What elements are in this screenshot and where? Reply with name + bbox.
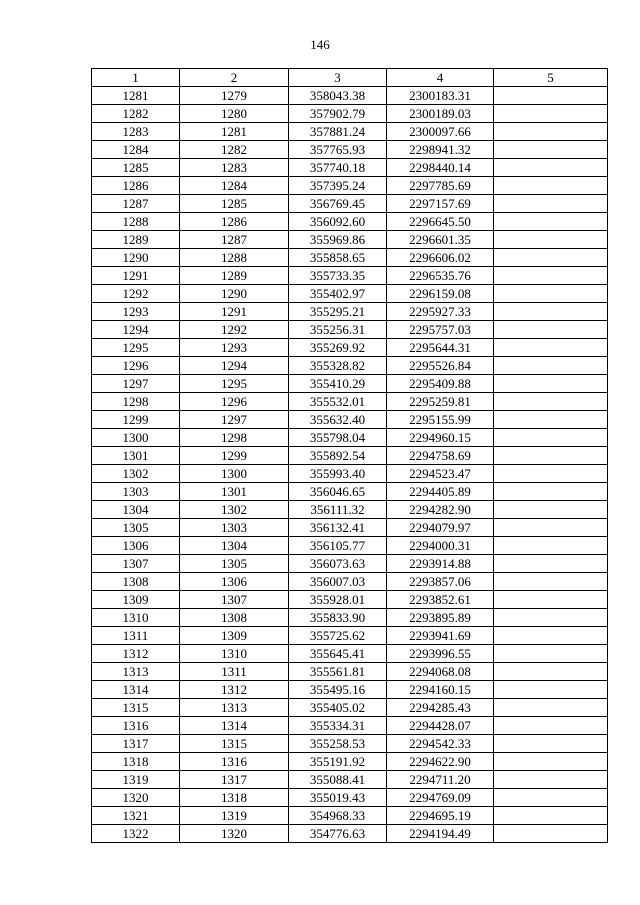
table-cell: 355561.81 (289, 663, 387, 681)
table-cell: 1302 (92, 465, 180, 483)
table-cell: 357395.24 (289, 177, 387, 195)
table-cell: 1310 (92, 609, 180, 627)
table-cell: 357765.93 (289, 141, 387, 159)
column-header: 1 (92, 69, 180, 87)
table-row (92, 519, 608, 537)
table-cell (494, 159, 608, 177)
table-cell: 1305 (92, 519, 180, 537)
table-cell: 2295644.31 (387, 339, 494, 357)
table-cell: 355191.92 (289, 753, 387, 771)
table-cell: 1311 (180, 663, 289, 681)
table-cell: 355269.92 (289, 339, 387, 357)
table-row (92, 735, 608, 753)
table-cell: 2294000.31 (387, 537, 494, 555)
table-cell: 1316 (92, 717, 180, 735)
table-cell (494, 645, 608, 663)
table-cell (494, 357, 608, 375)
table-cell: 1313 (180, 699, 289, 717)
table-cell: 356105.77 (289, 537, 387, 555)
table-cell: 2295259.81 (387, 393, 494, 411)
table-cell: 355402.97 (289, 285, 387, 303)
table-cell: 356046.65 (289, 483, 387, 501)
table-cell: 1301 (92, 447, 180, 465)
table-cell: 2294285.43 (387, 699, 494, 717)
table-cell (494, 465, 608, 483)
table-cell (494, 249, 608, 267)
table-cell: 1298 (92, 393, 180, 411)
table-cell: 1309 (180, 627, 289, 645)
table-row (92, 177, 608, 195)
table-row (92, 105, 608, 123)
table-cell: 2294542.33 (387, 735, 494, 753)
table-cell (494, 267, 608, 285)
coordinates-table (91, 68, 608, 843)
table-cell (494, 753, 608, 771)
table-cell: 1286 (180, 213, 289, 231)
table-cell (494, 483, 608, 501)
table-row (92, 771, 608, 789)
table-cell: 2294758.69 (387, 447, 494, 465)
table-cell (494, 573, 608, 591)
table-cell (494, 771, 608, 789)
table-cell: 356073.63 (289, 555, 387, 573)
table-cell: 356769.45 (289, 195, 387, 213)
table-row (92, 321, 608, 339)
table-row (92, 501, 608, 519)
table-cell: 1304 (180, 537, 289, 555)
table-cell: 1317 (180, 771, 289, 789)
table-cell: 355258.53 (289, 735, 387, 753)
table-header-row (92, 69, 608, 87)
table-cell: 1287 (92, 195, 180, 213)
table-cell: 2295757.03 (387, 321, 494, 339)
table-cell (494, 105, 608, 123)
table-cell: 355969.86 (289, 231, 387, 249)
table-cell: 357881.24 (289, 123, 387, 141)
table-cell: 2296606.02 (387, 249, 494, 267)
table-cell: 1282 (180, 141, 289, 159)
table-cell: 355833.90 (289, 609, 387, 627)
column-header: 5 (494, 69, 608, 87)
table-cell: 355295.21 (289, 303, 387, 321)
table-cell: 1305 (180, 555, 289, 573)
table-cell: 1280 (180, 105, 289, 123)
table-cell: 355334.31 (289, 717, 387, 735)
table-cell: 1288 (180, 249, 289, 267)
table-body (92, 87, 608, 843)
table-cell: 2296601.35 (387, 231, 494, 249)
table-cell: 1319 (92, 771, 180, 789)
table-row (92, 807, 608, 825)
table-cell: 2296535.76 (387, 267, 494, 285)
table-cell: 355532.01 (289, 393, 387, 411)
table-row (92, 213, 608, 231)
table-cell: 2300189.03 (387, 105, 494, 123)
table-cell: 1298 (180, 429, 289, 447)
table-cell (494, 123, 608, 141)
table-cell: 2294282.90 (387, 501, 494, 519)
table-cell: 1281 (180, 123, 289, 141)
table-cell: 2298440.14 (387, 159, 494, 177)
table-cell (494, 177, 608, 195)
table-cell: 2300183.31 (387, 87, 494, 105)
table-cell: 1288 (92, 213, 180, 231)
table-cell: 358043.38 (289, 87, 387, 105)
table-cell: 1285 (92, 159, 180, 177)
table-cell: 2294695.19 (387, 807, 494, 825)
table-cell (494, 681, 608, 699)
table-cell: 1294 (180, 357, 289, 375)
table-cell (494, 321, 608, 339)
table-cell: 2294068.08 (387, 663, 494, 681)
table-cell: 1322 (92, 825, 180, 843)
table-row (92, 447, 608, 465)
column-header: 2 (180, 69, 289, 87)
table-cell: 1307 (180, 591, 289, 609)
table-cell: 2294194.49 (387, 825, 494, 843)
table-cell (494, 609, 608, 627)
table-cell (494, 231, 608, 249)
table-cell: 1301 (180, 483, 289, 501)
table-cell: 2294711.20 (387, 771, 494, 789)
table-cell: 355088.41 (289, 771, 387, 789)
table-cell (494, 591, 608, 609)
table-cell: 1300 (92, 429, 180, 447)
table-cell: 1296 (180, 393, 289, 411)
table-row (92, 663, 608, 681)
table-cell (494, 501, 608, 519)
table-cell: 355019.43 (289, 789, 387, 807)
table-cell (494, 87, 608, 105)
table-cell: 355858.65 (289, 249, 387, 267)
table-row (92, 429, 608, 447)
column-header: 4 (387, 69, 494, 87)
table-cell: 1308 (92, 573, 180, 591)
table-cell (494, 825, 608, 843)
table-row (92, 699, 608, 717)
table-cell (494, 519, 608, 537)
table-cell: 356007.03 (289, 573, 387, 591)
table-cell: 1299 (180, 447, 289, 465)
table-row (92, 123, 608, 141)
table-cell (494, 807, 608, 825)
table-cell: 2294622.90 (387, 753, 494, 771)
table-row (92, 825, 608, 843)
table-cell: 355256.31 (289, 321, 387, 339)
table-cell: 1304 (92, 501, 180, 519)
table-cell (494, 735, 608, 753)
table-row (92, 231, 608, 249)
table-cell: 1294 (92, 321, 180, 339)
table-cell: 1291 (92, 267, 180, 285)
table-cell: 1289 (180, 267, 289, 285)
table-cell: 357740.18 (289, 159, 387, 177)
table-row (92, 627, 608, 645)
table-cell: 1309 (92, 591, 180, 609)
table-row (92, 249, 608, 267)
table-cell (494, 447, 608, 465)
table-row (92, 303, 608, 321)
table-cell (494, 717, 608, 735)
table-cell: 2294079.97 (387, 519, 494, 537)
table-cell: 1299 (92, 411, 180, 429)
table-cell: 1312 (92, 645, 180, 663)
table-cell: 2298941.32 (387, 141, 494, 159)
table-cell: 1311 (92, 627, 180, 645)
table-row (92, 411, 608, 429)
table-row (92, 483, 608, 501)
table-row (92, 717, 608, 735)
table-cell: 1281 (92, 87, 180, 105)
table-row (92, 789, 608, 807)
table-cell: 355645.41 (289, 645, 387, 663)
table-cell: 1292 (92, 285, 180, 303)
table-cell: 355632.40 (289, 411, 387, 429)
table-row (92, 357, 608, 375)
table-cell (494, 555, 608, 573)
table-cell: 356111.32 (289, 501, 387, 519)
table-cell (494, 663, 608, 681)
table-cell: 355410.29 (289, 375, 387, 393)
table-cell: 1320 (92, 789, 180, 807)
table-cell: 2293852.61 (387, 591, 494, 609)
table-row (92, 141, 608, 159)
table-cell: 2293914.88 (387, 555, 494, 573)
table-cell: 355405.02 (289, 699, 387, 717)
table-cell: 1302 (180, 501, 289, 519)
table-cell (494, 393, 608, 411)
table-cell: 1293 (180, 339, 289, 357)
table-cell: 354968.33 (289, 807, 387, 825)
table-cell (494, 141, 608, 159)
table-cell (494, 627, 608, 645)
table-cell: 2293895.89 (387, 609, 494, 627)
table-row (92, 195, 608, 213)
table-cell: 355993.40 (289, 465, 387, 483)
table-cell: 1291 (180, 303, 289, 321)
table-cell (494, 375, 608, 393)
table-row (92, 87, 608, 105)
table-cell: 1284 (180, 177, 289, 195)
table-cell: 356092.60 (289, 213, 387, 231)
table-cell (494, 537, 608, 555)
table-cell: 1313 (92, 663, 180, 681)
table-cell: 1296 (92, 357, 180, 375)
table-cell: 1300 (180, 465, 289, 483)
table-cell: 1290 (180, 285, 289, 303)
table-cell: 357902.79 (289, 105, 387, 123)
table-row (92, 465, 608, 483)
table-cell: 1297 (180, 411, 289, 429)
table-cell: 2297785.69 (387, 177, 494, 195)
table-cell: 1282 (92, 105, 180, 123)
table-cell: 2295927.33 (387, 303, 494, 321)
table-cell: 1285 (180, 195, 289, 213)
table-row (92, 645, 608, 663)
table-cell: 2295155.99 (387, 411, 494, 429)
table-cell: 1321 (92, 807, 180, 825)
table-row (92, 591, 608, 609)
table-cell: 1295 (92, 339, 180, 357)
table-cell: 1307 (92, 555, 180, 573)
table-row (92, 753, 608, 771)
table-cell: 1314 (92, 681, 180, 699)
table-cell: 1287 (180, 231, 289, 249)
table-cell: 1315 (180, 735, 289, 753)
table-cell: 1303 (180, 519, 289, 537)
table-cell: 1315 (92, 699, 180, 717)
table-cell: 1295 (180, 375, 289, 393)
table-cell: 1283 (92, 123, 180, 141)
table-cell: 2294769.09 (387, 789, 494, 807)
table-cell: 1303 (92, 483, 180, 501)
table-cell (494, 213, 608, 231)
table-cell: 355798.04 (289, 429, 387, 447)
table-cell: 2294523.47 (387, 465, 494, 483)
table-cell: 1292 (180, 321, 289, 339)
table-cell: 1286 (92, 177, 180, 195)
table-cell: 355725.62 (289, 627, 387, 645)
table-cell: 1279 (180, 87, 289, 105)
table-cell: 2296159.08 (387, 285, 494, 303)
table-cell: 2293857.06 (387, 573, 494, 591)
table-cell: 355328.82 (289, 357, 387, 375)
table-row (92, 573, 608, 591)
table-row (92, 159, 608, 177)
column-header: 3 (289, 69, 387, 87)
table-cell (494, 411, 608, 429)
table-cell: 2293941.69 (387, 627, 494, 645)
table-cell: 1297 (92, 375, 180, 393)
table-row (92, 537, 608, 555)
table-row (92, 375, 608, 393)
table-cell: 2295409.88 (387, 375, 494, 393)
table-cell: 2300097.66 (387, 123, 494, 141)
table-cell: 2294960.15 (387, 429, 494, 447)
table-cell: 2293996.55 (387, 645, 494, 663)
table-cell: 1316 (180, 753, 289, 771)
table-cell: 355928.01 (289, 591, 387, 609)
table-cell (494, 789, 608, 807)
table-cell: 1289 (92, 231, 180, 249)
table-cell (494, 699, 608, 717)
table-cell: 2295526.84 (387, 357, 494, 375)
table-cell: 2297157.69 (387, 195, 494, 213)
page-number: 146 (310, 37, 330, 52)
table-cell: 1290 (92, 249, 180, 267)
table-cell: 1306 (180, 573, 289, 591)
table-cell: 1312 (180, 681, 289, 699)
table-cell: 1283 (180, 159, 289, 177)
table-row (92, 339, 608, 357)
table-cell: 1318 (180, 789, 289, 807)
table-cell (494, 339, 608, 357)
table-cell: 354776.63 (289, 825, 387, 843)
table-cell: 355892.54 (289, 447, 387, 465)
table-cell: 2294160.15 (387, 681, 494, 699)
table-cell: 1319 (180, 807, 289, 825)
table-cell: 1310 (180, 645, 289, 663)
table-row (92, 609, 608, 627)
table-cell: 2296645.50 (387, 213, 494, 231)
table-cell: 1308 (180, 609, 289, 627)
table-cell: 1317 (92, 735, 180, 753)
table-row (92, 285, 608, 303)
table-cell (494, 429, 608, 447)
table-cell (494, 195, 608, 213)
table-cell: 1284 (92, 141, 180, 159)
table-cell (494, 285, 608, 303)
table-cell: 2294428.07 (387, 717, 494, 735)
table-cell: 1306 (92, 537, 180, 555)
table-cell: 1320 (180, 825, 289, 843)
table-cell: 1314 (180, 717, 289, 735)
table-cell (494, 303, 608, 321)
table-cell: 356132.41 (289, 519, 387, 537)
table-cell: 355495.16 (289, 681, 387, 699)
table-row (92, 555, 608, 573)
table-cell: 2294405.89 (387, 483, 494, 501)
table-cell: 1293 (92, 303, 180, 321)
table-row (92, 681, 608, 699)
table-row (92, 267, 608, 285)
table-cell: 1318 (92, 753, 180, 771)
table-row (92, 393, 608, 411)
table-cell: 355733.35 (289, 267, 387, 285)
